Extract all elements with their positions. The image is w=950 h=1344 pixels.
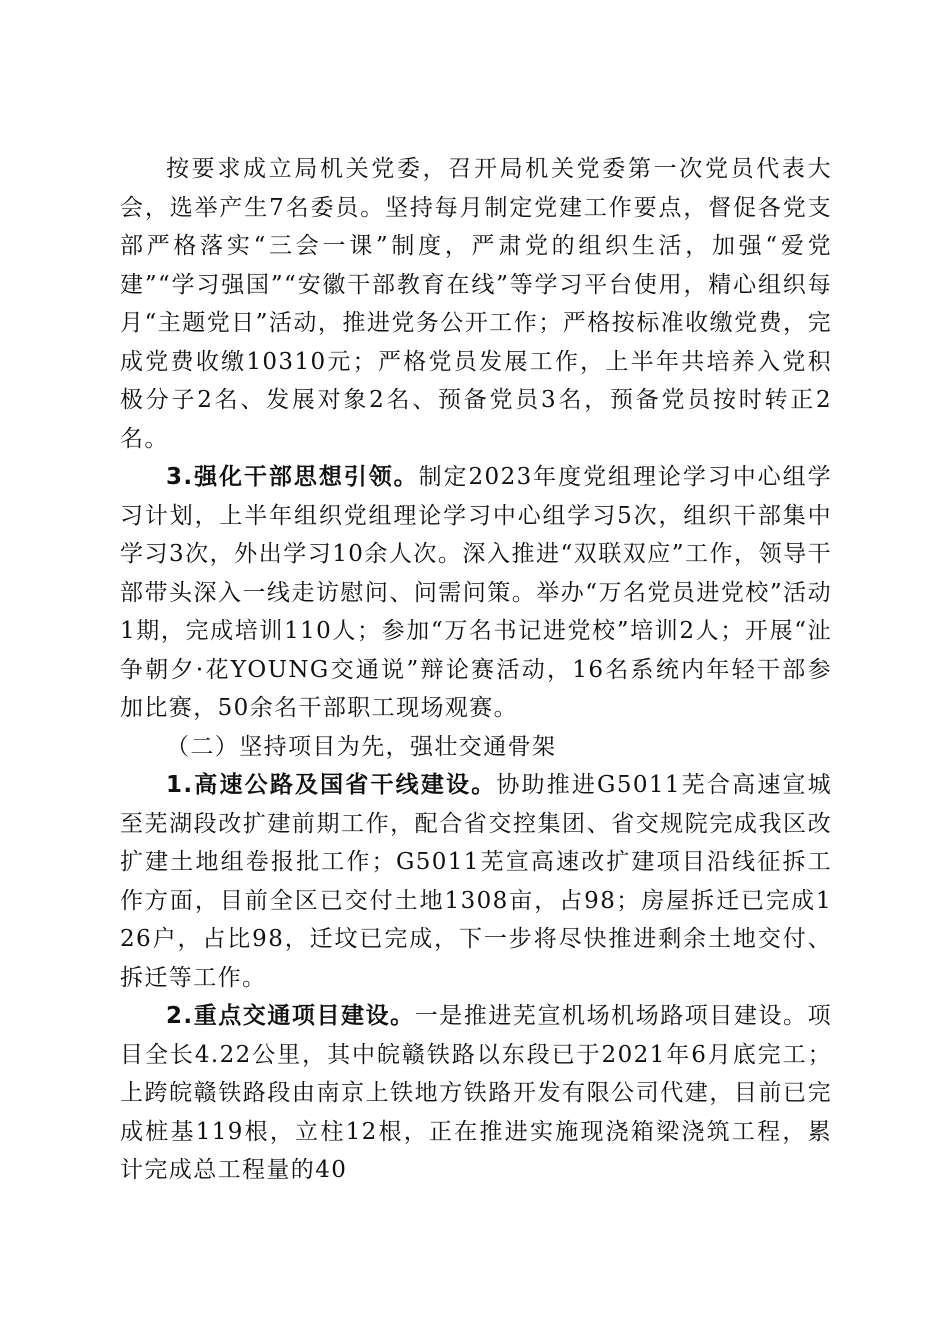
paragraph-body: 协助推进G5011芜合高速宣城至芜湖段改扩建前期工作，配合省交控集团、省交规院完成我区改扩建土地组卷报批工作；G5011芜宣高速改扩建项目沿线征拆工作方面，目前全区已交付土地1308亩，占98；房屋拆迁已完成126户，占比98，迁坟已完成，下一步将尽快推进剩余土地交付、拆迁等工作。 [120, 772, 832, 991]
paragraph-lead-heading: 3.强化干部思想引领。 [166, 464, 419, 490]
document-page [120, 150, 832, 1190]
paragraph-lead-heading: 1.高速公路及国省干线建设。 [166, 772, 497, 798]
paragraph-lead-heading: 2.重点交通项目建设。 [166, 1003, 415, 1029]
paragraph-cadre-thought [120, 458, 832, 728]
paragraph-body: 一是推进芜宣机场机场路项目建设。项目全长4.22公里，其中皖赣铁路以东段已于2021年6月底完工；上跨皖赣铁路段由南京上铁地方铁路开发有限公司代建，目前已完成桩基119根，立柱12根，正在推进实施现浇箱梁浇筑工程，累计完成总工程量的40 [120, 1003, 832, 1183]
paragraph-highway-construction [120, 766, 832, 997]
paragraph-body: 制定2023年度党组理论学习中心组学习计划，上半年组织党组理论学习中心组学习5次，组织干部集中学习3次，外出学习10余人次。深入推进“双联双应”工作，领导干部带头深入一线走访慰问、问需问策。举办“万名党员进党校”活动1期，完成培训110人；参加“万名书记进党校”培训2人；开展“沚争朝夕·花YOUNG交通说”辩论赛活动，16名系统内年轻干部参加比赛，50余名干部职工现场观赛。 [120, 464, 832, 721]
section-heading-projects: （二）坚持项目为先，强壮交通骨架 [166, 733, 557, 760]
paragraph-party-committee [120, 150, 832, 458]
paragraph-body: 按要求成立局机关党委，召开局机关党委第一次党员代表大会，选举产生7名委员。坚持每月制定党建工作要点，督促各党支部严格落实“三会一课”制度，严肃党的组织生活，加强“爱党建”“学习强国”“安徽干部教育在线”等学习平台使用，精心组织每月“主题党日”活动，推进党务公开工作；严格按标准收缴党费，完成党费收缴10310元；严格党员发展工作，上半年共培养入党积极分子2名、发展对象2名、预备党员3名，预备党员按时转正2名。 [120, 156, 832, 452]
paragraph-key-projects [120, 997, 832, 1190]
